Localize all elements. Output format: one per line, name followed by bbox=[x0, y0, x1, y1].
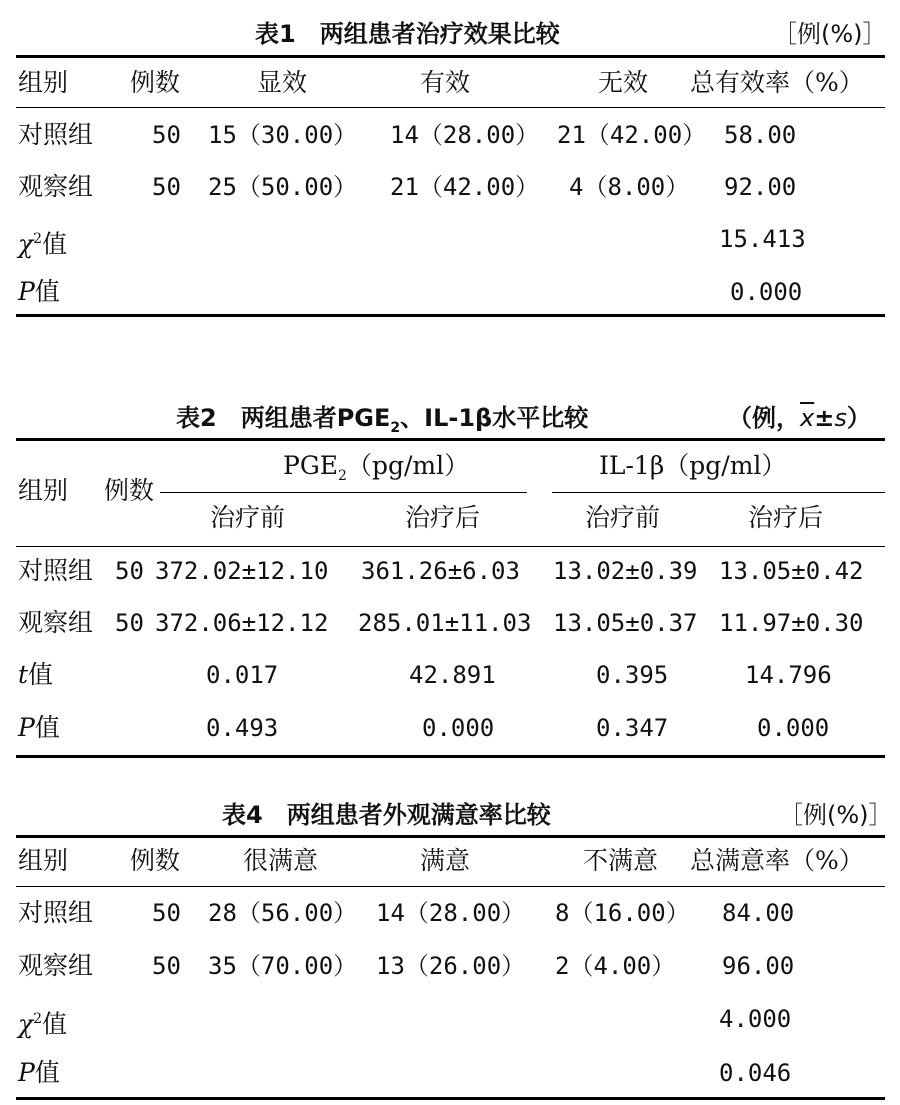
table1-row2-n: 50 bbox=[152, 173, 181, 201]
table2-row2-v4: 11.97±0.30 bbox=[719, 609, 864, 637]
table1-header-c3: 无效 bbox=[598, 68, 649, 97]
table2-row2-n: 50 bbox=[115, 609, 144, 637]
table2-header-rule bbox=[16, 546, 885, 547]
table1-unit: ［例(%)］ bbox=[773, 20, 887, 48]
table4-header-c1: 很满意 bbox=[243, 846, 319, 875]
table2-header-n: 例数 bbox=[104, 476, 155, 505]
table1-row2-c3: 4（8.00） bbox=[569, 173, 690, 201]
table1-row2-group: 观察组 bbox=[18, 172, 94, 201]
table2-header-il: IL-1β（pg/ml） bbox=[599, 451, 787, 480]
table2-p-label: P值 bbox=[18, 713, 60, 742]
table2-header-pge: $PGE_2(pg/ml)$ bbox=[283, 451, 470, 484]
table2-row2-v1: 372.06±12.12 bbox=[155, 609, 329, 637]
table4-row2-c3: 2（4.00） bbox=[555, 952, 676, 980]
table4-header-group: 组别 bbox=[18, 846, 69, 875]
table4-p-label: P值 bbox=[18, 1058, 60, 1087]
table4-row1-group: 对照组 bbox=[18, 898, 94, 927]
table1-bottom-rule bbox=[16, 314, 885, 317]
table4-row1-n: 50 bbox=[152, 899, 181, 927]
table4-row2-n: 50 bbox=[152, 952, 181, 980]
table2-row2-group: 观察组 bbox=[18, 608, 94, 637]
table1-row2-total: 92.00 bbox=[724, 173, 797, 201]
table1-row2-c2: 21（42.00） bbox=[390, 173, 540, 201]
table4-title: 表4 两组患者外观满意率比较 bbox=[222, 801, 551, 829]
table2-unit: （例，$\overline{x}\pm s$） bbox=[728, 404, 871, 432]
table2-row1-v3: 13.02±0.39 bbox=[553, 557, 698, 585]
table2-top-rule bbox=[16, 438, 885, 441]
table1-title: 表1 两组患者治疗效果比较 bbox=[255, 20, 560, 48]
table2-row2-v3: 13.05±0.37 bbox=[553, 609, 698, 637]
table2-row1-v1: 372.02±12.10 bbox=[155, 557, 329, 585]
table2-title: 表2 两组患者$PGE_2$、IL-1β水平比较 bbox=[176, 404, 589, 436]
table2-p-value-3: 0.347 bbox=[596, 714, 669, 742]
table1-row1-c2: 14（28.00） bbox=[390, 121, 540, 149]
table2-t-value-3: 0.395 bbox=[596, 661, 669, 689]
table2-p-value-4: 0.000 bbox=[757, 714, 830, 742]
table1-header-c1: 显效 bbox=[257, 68, 308, 97]
table4-row1-c1: 28（56.00） bbox=[208, 899, 358, 927]
table1-header-n: 例数 bbox=[130, 68, 181, 97]
table2-sub-header-3: 治疗前 bbox=[585, 503, 661, 532]
table1-header-total: 总有效率（%） bbox=[690, 68, 864, 97]
table4-header-rule bbox=[16, 886, 885, 887]
table1-row1-n: 50 bbox=[152, 121, 181, 149]
table4-chi-value: 4.000 bbox=[719, 1005, 792, 1033]
table2-row2-v2: 285.01±11.03 bbox=[358, 609, 532, 637]
table4-p-value: 0.046 bbox=[719, 1059, 792, 1087]
table2-sub-header-1: 治疗前 bbox=[210, 503, 286, 532]
table4-row2-c1: 35（70.00） bbox=[208, 952, 358, 980]
table4-unit: ［例(%)］ bbox=[779, 801, 893, 829]
table1-p-label: P值 bbox=[18, 277, 60, 306]
table2-il-rule bbox=[552, 492, 885, 493]
table4-row2-total: 96.00 bbox=[722, 952, 795, 980]
table1-top-rule bbox=[16, 55, 885, 58]
table4-row1-total: 84.00 bbox=[722, 899, 795, 927]
table4-header-total: 总满意率（%） bbox=[690, 846, 864, 875]
table4-row2-group: 观察组 bbox=[18, 951, 94, 980]
table2-row1-n: 50 bbox=[115, 557, 144, 585]
table2-bottom-rule bbox=[16, 755, 885, 758]
table4-header-c3: 不满意 bbox=[583, 846, 659, 875]
table4-header-n: 例数 bbox=[130, 846, 181, 875]
table2-row1-v4: 13.05±0.42 bbox=[719, 557, 864, 585]
table2-p-value-1: 0.493 bbox=[206, 714, 279, 742]
table1-header-rule bbox=[16, 107, 885, 108]
table2-row1-v2: 361.26±6.03 bbox=[361, 557, 520, 585]
table2-t-value-2: 42.891 bbox=[409, 661, 496, 689]
table1-header-group: 组别 bbox=[18, 68, 69, 97]
table1-chi-value: 15.413 bbox=[719, 225, 806, 253]
table4-top-rule bbox=[16, 835, 885, 838]
table2-t-label: t值 bbox=[18, 660, 54, 689]
table2-sub-header-2: 治疗后 bbox=[405, 503, 481, 532]
table1-row1-c3: 21（42.00） bbox=[557, 121, 707, 149]
table1-header-c2: 有效 bbox=[420, 68, 471, 97]
table1-chi-label: $\chi^2$值 bbox=[18, 229, 68, 259]
table2-t-value-4: 14.796 bbox=[745, 661, 832, 689]
table1-p-value: 0.000 bbox=[730, 278, 803, 306]
table1-row1-total: 58.00 bbox=[724, 121, 797, 149]
table2-header-group: 组别 bbox=[18, 476, 69, 505]
table2-t-value-1: 0.017 bbox=[206, 661, 279, 689]
table4-row1-c3: 8（16.00） bbox=[555, 899, 690, 927]
table2-row1-group: 对照组 bbox=[18, 556, 94, 585]
table4-header-c2: 满意 bbox=[420, 846, 471, 875]
table1-row1-group: 对照组 bbox=[18, 120, 94, 149]
table2-sub-header-4: 治疗后 bbox=[748, 503, 824, 532]
table4-chi-label: $\chi^2$值 bbox=[18, 1009, 68, 1039]
table1-row1-c1: 15（30.00） bbox=[208, 121, 358, 149]
table2-p-value-2: 0.000 bbox=[422, 714, 495, 742]
table4-row1-c2: 14（28.00） bbox=[376, 899, 526, 927]
table4-row2-c2: 13（26.00） bbox=[376, 952, 526, 980]
table4-bottom-rule bbox=[16, 1097, 885, 1100]
table1-row2-c1: 25（50.00） bbox=[208, 173, 358, 201]
table2-pge-rule bbox=[160, 492, 527, 493]
